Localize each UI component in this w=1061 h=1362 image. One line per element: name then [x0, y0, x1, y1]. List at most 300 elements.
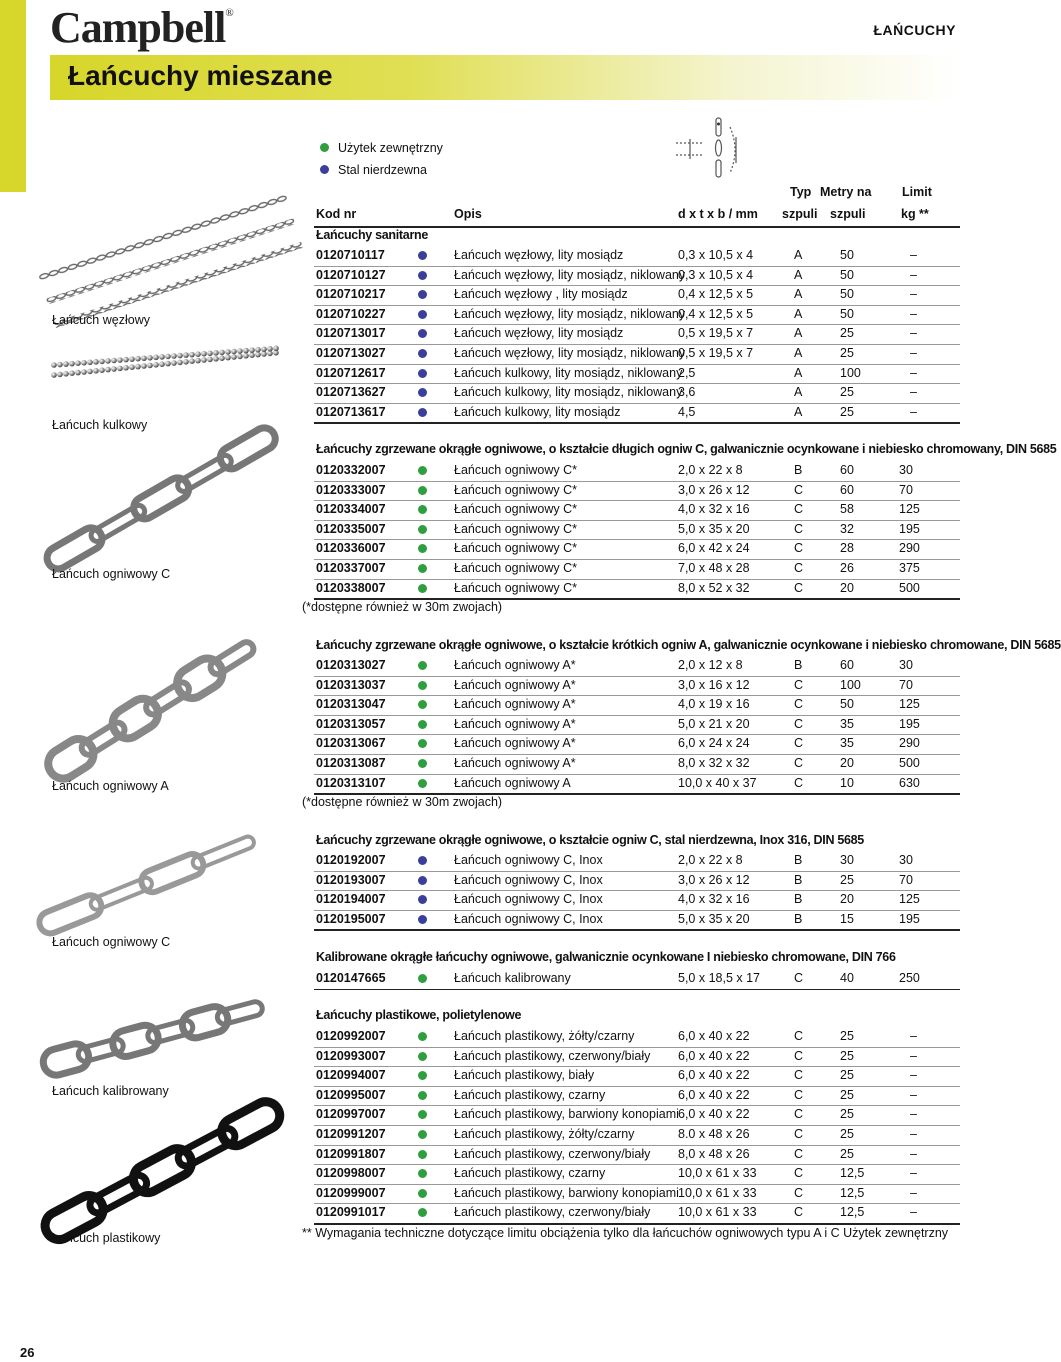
metres-per-spool: 12,5 — [840, 1166, 865, 1181]
dimensions: 10,0 x 61 x 33 — [678, 1205, 757, 1220]
dimensions: 3,0 x 16 x 12 — [678, 677, 750, 692]
dimensions: 0,3 x 10,5 x 4 — [678, 267, 754, 282]
ball-link — [183, 352, 189, 358]
blue-dot-icon — [418, 408, 427, 417]
col-typ-header-2: szpuli — [782, 207, 818, 221]
label-kulkowy: Łańcuch kulkowy — [52, 418, 148, 432]
section-note: (*dostępne również w 30m zwojach) — [302, 795, 503, 809]
ball-link — [99, 359, 105, 365]
description: Łańcuch ogniwowy C* — [454, 463, 577, 477]
description: Łańcuch kulkowy, lity mosiądz, niklowany — [454, 365, 683, 380]
dimensions: 3,0 x 26 x 12 — [678, 482, 750, 497]
ball-link — [93, 359, 99, 365]
category-label: ŁAŃCUCHY — [873, 22, 956, 38]
ball-link — [231, 354, 237, 360]
product-code: 0120338007 — [316, 580, 386, 595]
table-row — [314, 754, 960, 774]
col-limit-header-2: kg ** — [901, 207, 929, 221]
metres-per-spool: 25 — [840, 385, 854, 400]
ball-link — [75, 370, 81, 376]
link-chain-c-inox-image — [50, 820, 280, 930]
load-limit: – — [910, 267, 917, 282]
dimensions: 2,5 — [678, 365, 696, 380]
table-row — [314, 305, 960, 325]
dimensions: 0,4 x 12,5 x 5 — [678, 306, 754, 321]
ball-link — [87, 369, 93, 375]
spool-type: C — [794, 1048, 804, 1063]
metres-per-spool: 25 — [840, 346, 854, 360]
table-row — [314, 1203, 960, 1223]
description: Łańcuch ogniwowy C* — [454, 502, 577, 517]
table-row — [314, 1047, 960, 1067]
dimensions: 5,0 x 18,5 x 17 — [678, 971, 761, 985]
table-row — [314, 890, 960, 910]
description: Łańcuch kulkowy, lity mosiądz — [454, 404, 621, 419]
ball-link — [177, 353, 183, 359]
table-row — [314, 734, 960, 754]
label-ogniwowy-c1: Łańcuch ogniwowy C — [52, 567, 171, 581]
ball-link — [165, 361, 171, 367]
table-row — [314, 481, 960, 501]
ball-link — [105, 358, 111, 364]
ball-link — [63, 361, 69, 367]
dimensions: 10,0 x 61 x 33 — [678, 1185, 757, 1200]
section-divider — [314, 422, 960, 424]
description: Łańcuch ogniwowy C, Inox — [454, 872, 603, 887]
dimensions: 2,0 x 12 x 8 — [678, 658, 743, 672]
description: Łańcuch ogniwowy A* — [454, 716, 576, 731]
spool-type: C — [794, 502, 804, 517]
description: Łańcuch ogniwowy C, Inox — [454, 853, 603, 867]
spool-type: C — [794, 971, 804, 985]
dimensions: 2,0 x 22 x 8 — [678, 853, 743, 867]
load-limit: – — [910, 1185, 917, 1200]
table-row — [314, 579, 960, 599]
ball-link — [243, 348, 249, 354]
product-code: 0120712617 — [316, 365, 386, 380]
section-divider — [314, 1223, 960, 1225]
load-limit: – — [910, 1029, 917, 1043]
ball-link — [189, 358, 195, 364]
green-dot-icon — [418, 1091, 427, 1100]
description: Łańcuch węzłowy , lity mosiądz — [454, 287, 628, 302]
green-dot-icon — [418, 1150, 427, 1159]
dimensions: 6,0 x 40 x 22 — [678, 1068, 750, 1083]
spool-type: B — [794, 872, 803, 887]
ball-link — [171, 360, 177, 366]
metres-per-spool: 25 — [840, 872, 854, 887]
blue-dot-icon — [320, 165, 329, 174]
description: Łańcuch ogniwowy C, Inox — [454, 911, 603, 926]
table-row — [314, 266, 960, 286]
blue-dot-icon — [418, 856, 427, 865]
spool-type: B — [794, 658, 803, 672]
green-dot-icon — [418, 681, 427, 690]
ball-link — [69, 370, 75, 376]
table-row — [314, 871, 960, 891]
load-limit: – — [910, 287, 917, 302]
green-dot-icon — [418, 1189, 427, 1198]
product-code: 0120337007 — [316, 561, 386, 575]
load-limit: – — [910, 1048, 917, 1063]
dimensions: 0,3 x 10,5 x 4 — [678, 248, 754, 262]
table-row — [314, 1164, 960, 1184]
metres-per-spool: 50 — [840, 287, 854, 302]
load-limit: – — [910, 326, 917, 341]
spool-type: C — [794, 736, 804, 751]
load-limit: 375 — [899, 561, 920, 575]
metres-per-spool: 60 — [840, 463, 854, 477]
section-note: (*dostępne również w 30m zwojach) — [302, 600, 503, 614]
ball-link — [273, 346, 279, 352]
table-row — [314, 969, 960, 989]
ball-link — [51, 372, 57, 378]
spool-type: C — [794, 716, 804, 731]
product-code: 0120997007 — [316, 1107, 386, 1122]
green-dot-icon — [418, 759, 427, 768]
legend-outdoor: Użytek zewnętrzny — [320, 141, 443, 155]
dimensions: 4,5 — [678, 404, 696, 419]
metres-per-spool: 35 — [840, 736, 854, 751]
green-dot-icon — [418, 700, 427, 709]
dimensions: 5,0 x 21 x 20 — [678, 716, 750, 731]
section-title: Łańcuchy sanitarne — [316, 228, 429, 242]
load-limit: – — [910, 404, 917, 419]
green-dot-icon — [418, 564, 427, 573]
spool-type: C — [794, 521, 804, 536]
load-limit: – — [910, 1166, 917, 1181]
description: Łańcuch ogniwowy C* — [454, 580, 577, 595]
product-code: 0120994007 — [316, 1068, 386, 1083]
description: Łańcuch węzłowy, lity mosiądz, niklowany — [454, 346, 686, 360]
label-kalibrowany: Łańcuch kalibrowany — [52, 1084, 169, 1098]
metres-per-spool: 20 — [840, 756, 854, 770]
load-limit: 70 — [899, 677, 913, 692]
product-code: 0120334007 — [316, 502, 386, 517]
table-row — [314, 851, 960, 871]
product-code: 0120713027 — [316, 346, 386, 360]
col-metry-header-2: szpuli — [830, 207, 866, 221]
metres-per-spool: 100 — [840, 365, 861, 380]
ball-link — [177, 360, 183, 366]
label-plastikowy: Łańcuch plastikowy — [52, 1231, 161, 1245]
metres-per-spool: 50 — [840, 697, 854, 712]
dimensions: 3,0 x 26 x 12 — [678, 872, 750, 887]
spool-type: C — [794, 1127, 804, 1141]
table-row — [314, 285, 960, 305]
product-code: 0120995007 — [316, 1087, 386, 1102]
description: Łańcuch ogniwowy C* — [454, 482, 577, 497]
ball-link — [57, 372, 63, 378]
metres-per-spool: 32 — [840, 521, 854, 536]
metres-per-spool: 60 — [840, 658, 854, 672]
description: Łańcuch kalibrowany — [454, 971, 571, 985]
spool-type: B — [794, 892, 803, 907]
spool-type: B — [794, 911, 803, 926]
product-code: 0120713017 — [316, 326, 386, 341]
spool-type: C — [794, 697, 804, 712]
product-code: 0120710217 — [316, 287, 386, 302]
product-code: 0120313037 — [316, 677, 386, 692]
footnote: ** Wymagania techniczne dotyczące limitu obciążenia tylko dla łańcuchów ogniwowych typu A i C Użytek zewnętrzny — [302, 1226, 949, 1240]
table-row — [314, 1105, 960, 1125]
description: Łańcuch ogniwowy C, Inox — [454, 892, 603, 907]
dimensions: 8,0 x 52 x 32 — [678, 580, 750, 595]
ball-link — [147, 363, 153, 369]
blue-dot-icon — [418, 349, 427, 358]
product-code: 0120194007 — [316, 892, 386, 907]
table-row — [314, 520, 960, 540]
product-code: 0120710127 — [316, 267, 386, 282]
ball-chain-image — [50, 325, 280, 405]
metres-per-spool: 30 — [840, 853, 854, 867]
blue-dot-icon — [418, 290, 427, 299]
metres-per-spool: 12,5 — [840, 1185, 865, 1200]
spool-type: A — [794, 365, 803, 380]
table-row — [314, 539, 960, 559]
label-ogniwowy-c2: Łańcuch ogniwowy C — [52, 935, 171, 949]
ball-link — [249, 352, 255, 358]
dimensions: 4,0 x 19 x 16 — [678, 697, 750, 712]
spool-type: C — [794, 677, 804, 692]
section-title: Łańcuchy zgrzewane okrągłe ogniwowe, o kształcie krótkich ogniw A, galwanicznie ocynkowane i niebiesko chromowane, DIN 5685 — [316, 638, 1061, 652]
spool-type: B — [794, 463, 803, 477]
metres-per-spool: 26 — [840, 561, 854, 575]
product-code: 0120313027 — [316, 658, 386, 672]
ball-link — [219, 350, 225, 356]
blue-dot-icon — [418, 876, 427, 885]
description: Łańcuch ogniwowy C* — [454, 521, 577, 536]
spool-type: A — [794, 306, 803, 321]
table-row — [314, 344, 960, 364]
blue-dot-icon — [418, 310, 427, 319]
col-metry-header-1: Metry na — [820, 185, 872, 199]
metres-per-spool: 25 — [840, 1087, 854, 1102]
spool-type: C — [794, 775, 804, 790]
table-row — [314, 324, 960, 344]
metres-per-spool: 12,5 — [840, 1205, 865, 1220]
description: Łańcuch węzłowy, lity mosiądz — [454, 248, 624, 262]
green-dot-icon — [418, 525, 427, 534]
section-title: Łańcuchy plastikowe, polietylenowe — [316, 1008, 522, 1022]
ball-link — [63, 371, 69, 377]
ball-link — [159, 354, 165, 360]
load-limit: – — [910, 248, 917, 262]
plastic-chain-image — [50, 1110, 280, 1225]
load-limit: – — [910, 1068, 917, 1083]
dimensions: 6,0 x 40 x 22 — [678, 1087, 750, 1102]
spool-type: C — [794, 1146, 804, 1161]
green-dot-icon — [418, 720, 427, 729]
blue-dot-icon — [418, 915, 427, 924]
product-code: 0120993007 — [316, 1048, 386, 1063]
metres-per-spool: 15 — [840, 911, 854, 926]
spool-type: A — [794, 346, 803, 360]
description: Łańcuch plastikowy, czerwony/biały — [454, 1146, 651, 1161]
table-row — [314, 559, 960, 579]
dimensions: 7,0 x 48 x 28 — [678, 561, 750, 575]
link-chain-a-image — [50, 630, 280, 770]
description: Łańcuch ogniwowy A* — [454, 658, 576, 672]
description: Łańcuch plastikowy, barwiony konopiami — [454, 1107, 679, 1122]
ball-link — [87, 360, 93, 366]
chain-dimension-diagram — [668, 115, 768, 180]
dimensions: 6,0 x 40 x 22 — [678, 1107, 750, 1122]
ball-link — [117, 357, 123, 363]
spool-type: B — [794, 853, 803, 867]
col-dim-header: d x t x b / mm — [678, 207, 758, 221]
load-limit: 125 — [899, 697, 920, 712]
product-code: 0120313047 — [316, 697, 386, 712]
ball-link — [249, 347, 255, 353]
green-dot-icon — [418, 1208, 427, 1217]
metres-per-spool: 28 — [840, 541, 854, 556]
table-row — [314, 676, 960, 696]
load-limit: 70 — [899, 872, 913, 887]
load-limit: – — [910, 1146, 917, 1161]
product-code: 0120333007 — [316, 482, 386, 497]
load-limit: – — [910, 1127, 917, 1141]
spool-type: C — [794, 561, 804, 575]
load-limit: – — [910, 1205, 917, 1220]
product-code: 0120313087 — [316, 756, 386, 770]
load-limit: 30 — [899, 853, 913, 867]
metres-per-spool: 50 — [840, 267, 854, 282]
spool-type: C — [794, 541, 804, 556]
ball-link — [81, 369, 87, 375]
product-code: 0120336007 — [316, 541, 386, 556]
load-limit: 500 — [899, 580, 920, 595]
dimensions: 10,0 x 61 x 33 — [678, 1166, 757, 1181]
product-code: 0120998007 — [316, 1166, 386, 1181]
metres-per-spool: 25 — [840, 1107, 854, 1122]
metres-per-spool: 25 — [840, 1029, 854, 1043]
spool-type: C — [794, 1068, 804, 1083]
ball-link — [159, 361, 165, 367]
ball-link — [141, 355, 147, 361]
description: Łańcuch plastikowy, biały — [454, 1068, 595, 1083]
product-code: 0120991207 — [316, 1127, 386, 1141]
ball-link — [207, 351, 213, 357]
table-row — [314, 695, 960, 715]
metres-per-spool: 50 — [840, 306, 854, 321]
ball-link — [111, 358, 117, 364]
green-dot-icon — [418, 1130, 427, 1139]
metres-per-spool: 50 — [840, 248, 854, 262]
ball-link — [207, 357, 213, 363]
description: Łańcuch ogniwowy C* — [454, 541, 577, 556]
calibrated-chain-image — [50, 990, 280, 1080]
product-code: 0120710117 — [316, 248, 385, 262]
blue-dot-icon — [418, 251, 427, 260]
dimensions: 6,0 x 40 x 22 — [678, 1029, 750, 1043]
description: Łańcuch plastikowy, czerwony/biały — [454, 1205, 651, 1220]
ball-link — [129, 364, 135, 370]
load-limit: 290 — [899, 541, 920, 556]
metres-per-spool: 20 — [840, 892, 854, 907]
green-dot-icon — [418, 1071, 427, 1080]
description: Łańcuch ogniwowy A* — [454, 756, 576, 770]
table-row — [314, 1145, 960, 1165]
dimensions: 2,0 x 22 x 8 — [678, 463, 743, 477]
green-dot-icon — [418, 1110, 427, 1119]
product-code: 0120195007 — [316, 911, 386, 926]
dimensions: 6,0 x 42 x 24 — [678, 541, 750, 556]
ball-link — [237, 348, 243, 354]
ball-link — [255, 352, 261, 358]
dimensions: 10,0 x 40 x 37 — [678, 775, 757, 790]
load-limit: – — [910, 1087, 917, 1102]
ball-link — [267, 346, 273, 352]
ball-link — [231, 349, 237, 355]
dimensions: 6,0 x 40 x 22 — [678, 1048, 750, 1063]
green-dot-icon — [418, 1032, 427, 1041]
product-code: 0120332007 — [316, 463, 386, 477]
product-code: 0120992007 — [316, 1029, 386, 1043]
ball-link — [171, 353, 177, 359]
load-limit: – — [910, 365, 917, 380]
load-limit: – — [910, 346, 917, 360]
brand-logo: Campbell® — [50, 3, 233, 52]
ball-link — [69, 361, 75, 367]
ball-link — [111, 366, 117, 372]
green-dot-icon — [418, 779, 427, 788]
spool-type: A — [794, 267, 803, 282]
ball-link — [135, 356, 141, 362]
spool-type: C — [794, 580, 804, 595]
spool-type: C — [794, 1029, 804, 1043]
load-limit: 500 — [899, 756, 920, 770]
green-dot-icon — [418, 661, 427, 670]
section-divider — [314, 929, 960, 931]
metres-per-spool: 100 — [840, 677, 861, 692]
metres-per-spool: 25 — [840, 1146, 854, 1161]
green-dot-icon — [418, 505, 427, 514]
ball-link — [81, 360, 87, 366]
metres-per-spool: 20 — [840, 580, 854, 595]
dimensions: 0,5 x 19,5 x 7 — [678, 346, 754, 360]
product-code: 0120313107 — [316, 775, 386, 790]
ball-link — [189, 352, 195, 358]
product-code: 0120713617 — [316, 404, 386, 419]
description: Łańcuch ogniwowy A* — [454, 677, 576, 692]
spool-type: C — [794, 1107, 804, 1122]
description: Łańcuch kulkowy, lity mosiądz, niklowany — [454, 385, 683, 400]
green-dot-icon — [418, 1052, 427, 1061]
ball-link — [123, 365, 129, 371]
load-limit: – — [910, 306, 917, 321]
table-row — [314, 364, 960, 384]
table-row — [314, 1066, 960, 1086]
load-limit: 30 — [899, 658, 913, 672]
ball-link — [153, 362, 159, 368]
table-row — [314, 246, 960, 266]
description: Łańcuch węzłowy, lity mosiądz, niklowany — [454, 267, 686, 282]
ball-link — [225, 355, 231, 361]
ball-link — [147, 355, 153, 361]
page-number: 26 — [20, 1345, 35, 1360]
product-code: 0120192007 — [316, 853, 386, 867]
ball-link — [237, 354, 243, 360]
dimensions: 4,0 x 32 x 16 — [678, 502, 750, 517]
ball-link — [255, 347, 261, 353]
table-row — [314, 1184, 960, 1204]
dimensions: 8.0 x 48 x 26 — [678, 1127, 750, 1141]
product-code: 0120313067 — [316, 736, 386, 751]
section-title: Łańcuchy zgrzewane okrągłe ogniwowe, o kształcie ogniw C, stal nierdzewna, Inox 316, DIN 5685 — [316, 833, 864, 847]
description: Łańcuch ogniwowy A* — [454, 697, 576, 712]
dimensions: 0,5 x 19,5 x 7 — [678, 326, 754, 341]
